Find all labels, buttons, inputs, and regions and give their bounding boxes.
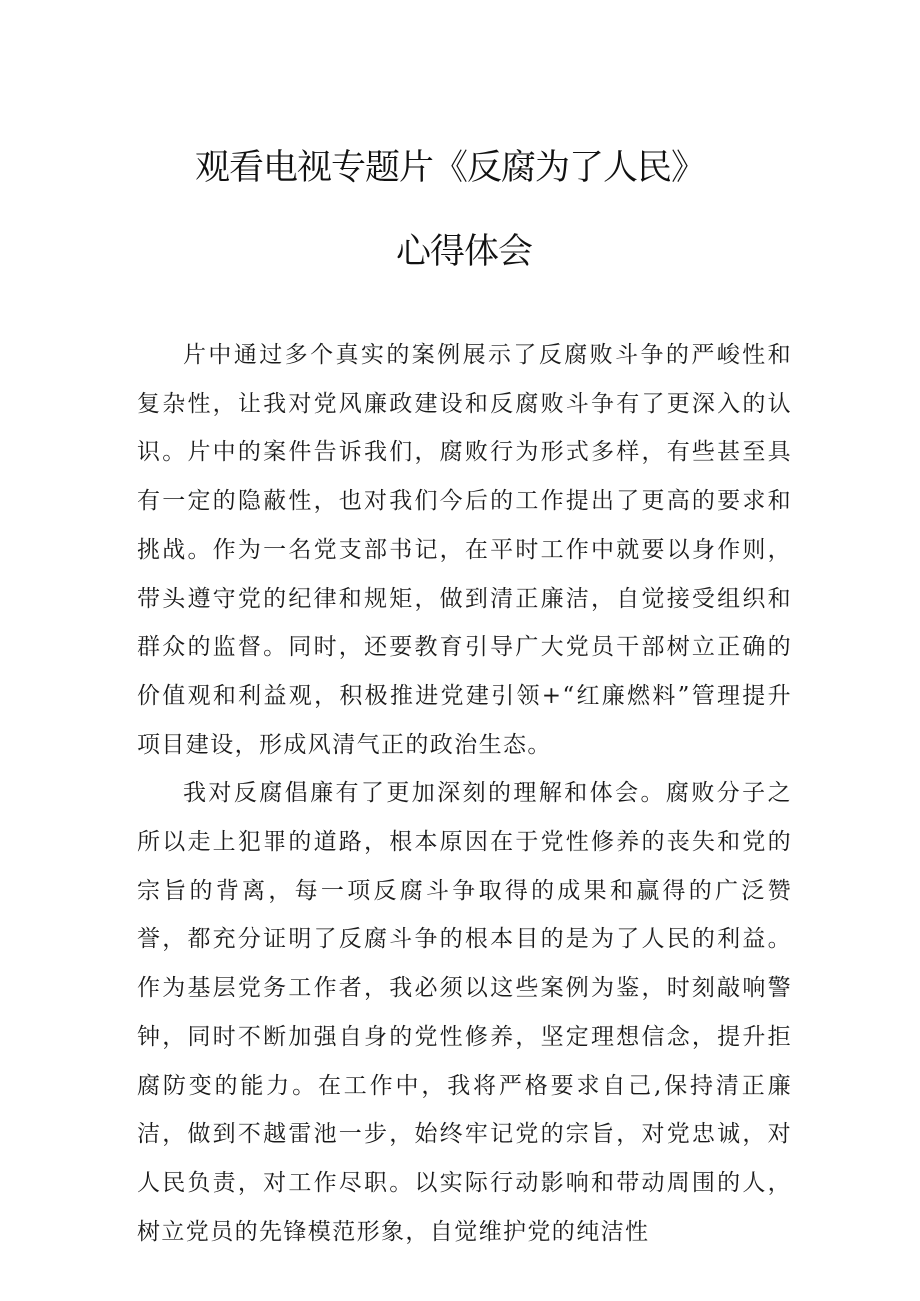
paragraph-2: 我对反腐倡廉有了更加深刻的理解和体会。腐败分子之所以走上犯罪的道路，根本原因在于党性修养的丧失和党的宗旨的背离，每一项反腐斗争取得的成果和赢得的广泛赞誉，都充分证明了反腐斗争的根本目的是为了人民的利益。作为基层党务工作者，我必须以这些案例为鉴，时刻敲响警钟，同时不断加强自身的党性修养，坚定理想信念，提升拒腐防变的能力。在工作中，我将严格要求自己,保持清正廉洁，做到不越雷池一步，始终牢记党的宗旨，对党忠诚，对人民负责，对工作尽职。以实际行动影响和带动周围的人，树立党员的先锋模范形象，自觉维护党的纯洁性 bbox=[137, 780, 792, 1245]
document-subtitle: 心得体会 bbox=[396, 232, 533, 272]
document-title: 观看电视专题片《反腐为了人民》 bbox=[195, 148, 706, 188]
document-body bbox=[137, 331, 792, 1256]
paragraph-1: 片中通过多个真实的案例展示了反腐败斗争的严峻性和复杂性，让我对党风廉政建设和反腐败斗争有了更深入的认识。片中的案件告诉我们，腐败行为形式多样，有些甚至具有一定的隐蔽性，也对我们今后的工作提出了更高的要求和挑战。作为一名党支部书记，在平时工作中就要以身作则，带头遵守党的纪律和规矩，做到清正廉洁，自觉接受组织和群众的监督。同时，还要教育引导广大党员干部树立正确的价值观和利益观，积极推进党建引领+“红廉燃料”管理提升项目建设，形成风清气正的政治生态。 bbox=[137, 342, 792, 758]
